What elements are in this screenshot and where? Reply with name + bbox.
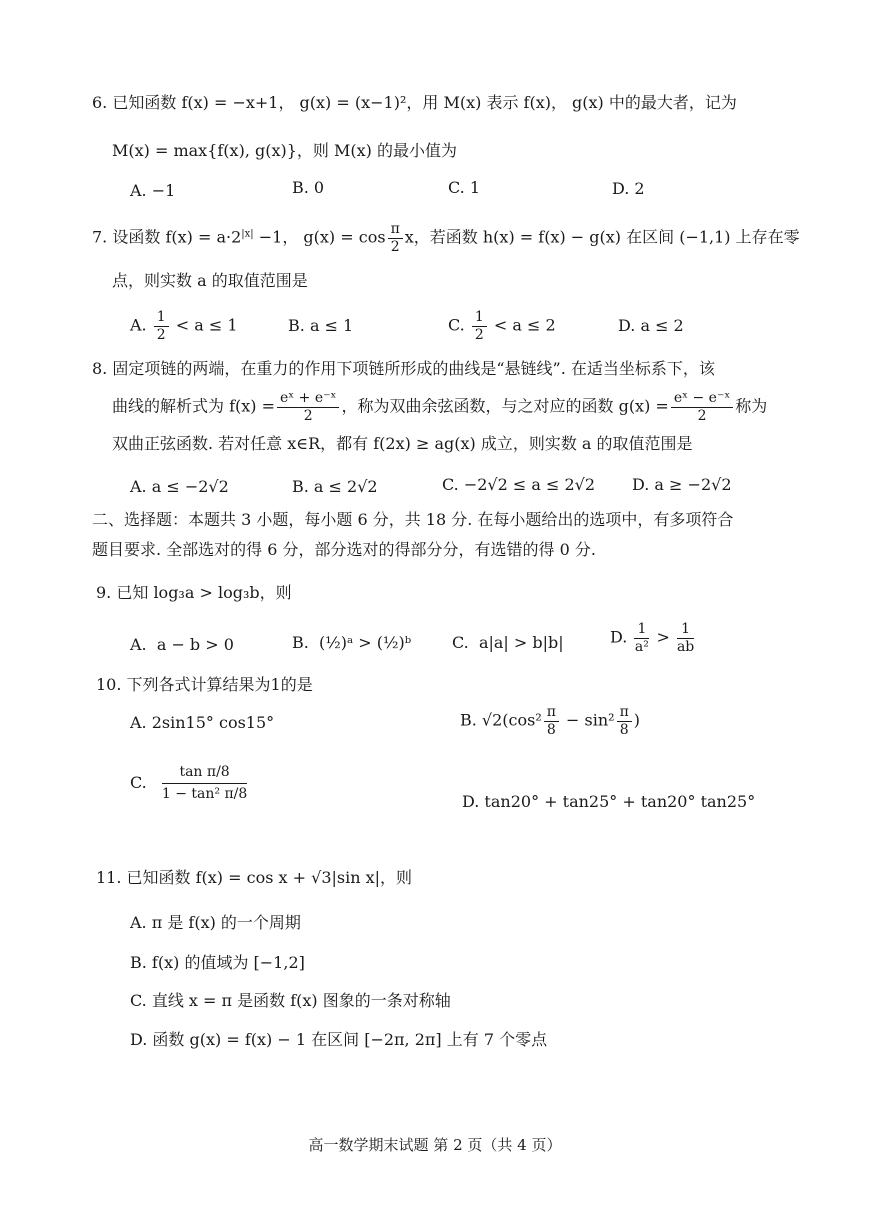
q7-stem-line2: 点，则实数 a 的取值范围是 [112, 271, 308, 290]
q8-option-c: C. −2√2 ≤ a ≤ 2√2 [442, 475, 596, 494]
q7-option-a-label: A. [130, 315, 147, 335]
q9-option-a-label: A. [130, 635, 147, 654]
q7-option-d [618, 318, 684, 334]
q7-stem-line1 [92, 222, 800, 254]
q6-stem-line2: M(x) = max{f(x), g(x)}，则 M(x) 的最小值为 [112, 141, 457, 160]
q7-option-c-fraction [472, 310, 487, 342]
q9-option-d [610, 622, 696, 654]
q9-option-d-num2: 1 [677, 622, 694, 639]
q7-option-c-label: C. [448, 315, 465, 335]
q10-option-b-num1: π [544, 705, 559, 722]
q9-option-b-text: (½)ᵃ > (½)ᵇ [319, 633, 412, 652]
q11-stem: 11. 已知函数 f(x) = cos x + √3|sin x|，则 [96, 868, 413, 887]
q7-frac-num: π [388, 222, 403, 239]
q10-option-b-post: ) [633, 710, 641, 730]
q10-option-b-frac2 [617, 705, 632, 737]
q7-option-a-fraction [154, 310, 169, 342]
q10-option-d: D. tan20° + tan25° + tan20° tan25° [462, 792, 756, 811]
q8-f-den: 2 [303, 407, 313, 424]
q8-option-d: D. a ≥ −2√2 [632, 475, 732, 494]
q10-option-a: A. 2sin15° cos15° [130, 713, 275, 732]
q11-option-b: B. f(x) 的值域为 [−1,2] [130, 953, 305, 972]
q6-option-b: B. 0 [292, 178, 325, 197]
q10-option-b-mid: − sin² [560, 710, 615, 730]
q8-stem-line3: 双曲正弦函数. 若对任意 x∈R，都有 f(2x) ≥ ag(x) 成立，则实数 a 的取值范围是 [112, 434, 693, 453]
q10-option-c-num: tan π/8 [162, 765, 247, 784]
q9-option-a [130, 637, 234, 653]
section2-instructions-line2: 题目要求. 全部选对的得 6 分，部分选对的得部分分，有选错的得 0 分. [92, 540, 596, 559]
q6-stem-line1: 6. 已知函数 f(x) = −x+1， g(x) = (x−1)²，用 M(x) 表示 f(x)， g(x) 中的最大者，记为 [92, 93, 737, 112]
q10-option-b-den2: 8 [619, 721, 629, 738]
q10-option-b-pre: B. √2(cos² [460, 710, 542, 730]
q9-option-d-gt: > [656, 627, 670, 647]
q7-option-c-num: 1 [472, 310, 487, 327]
q11-option-c: C. 直线 x = π 是函数 f(x) 图象的一条对称轴 [130, 991, 451, 1010]
q10-option-c-den: 1 − tan² π/8 [161, 785, 248, 802]
q7-option-c-den: 2 [474, 326, 484, 343]
q7-option-a [130, 310, 238, 342]
q8-option-b: B. a ≤ 2√2 [292, 477, 378, 496]
q9-option-d-num1: 1 [634, 622, 649, 639]
q7-stem-pre: 7. 设函数 f(x) = a·2 [92, 227, 242, 247]
q7-stem-fraction [388, 222, 403, 254]
q8-f-num: eˣ + e⁻ˣ [277, 391, 339, 408]
section2-instructions-line1: 二、选择题：本题共 3 小题，每小题 6 分，共 18 分. 在每小题给出的选项中，有多项符合 [92, 510, 734, 529]
q9-option-d-frac2 [677, 622, 694, 654]
q9-option-d-frac1 [634, 622, 649, 654]
q8-g-fraction [671, 391, 733, 423]
q9-option-b-label: B. [292, 633, 309, 652]
q9-option-a-text: a − b > 0 [156, 635, 234, 654]
q10-option-c-fraction [162, 765, 247, 801]
q6-option-a: A. −1 [130, 181, 176, 200]
q7-option-b-text: a ≤ 1 [309, 316, 354, 335]
q8-option-a: A. a ≤ −2√2 [130, 477, 229, 496]
q7-option-c-rest: < a ≤ 2 [493, 315, 556, 335]
q9-option-c-label: C. [452, 633, 469, 652]
q10-option-c-label: C. [130, 773, 147, 793]
q8-stem-line2 [112, 391, 767, 423]
q8-f-fraction [277, 391, 339, 423]
q10-option-b-num2: π [617, 705, 632, 722]
q7-option-a-den: 2 [156, 326, 166, 343]
q6-option-c: C. 1 [448, 178, 481, 197]
q9-stem: 9. 已知 log₃a > log₃b，则 [96, 583, 292, 602]
q10-stem: 10. 下列各式计算结果为1的是 [96, 675, 313, 694]
page-footer: 高一数学期末试题 第 2 页（共 4 页） [308, 1136, 562, 1154]
q9-option-c [452, 635, 564, 651]
q7-option-c [448, 310, 556, 342]
q8-line2-pre: 曲线的解析式为 f(x) = [112, 396, 276, 416]
q9-option-d-den2: ab [676, 638, 695, 655]
q6-option-d: D. 2 [612, 179, 645, 198]
q7-stem-mid: −1， g(x) = cos [253, 227, 386, 247]
q7-option-d-label: D. [618, 316, 636, 335]
q9-option-d-label: D. [610, 627, 628, 647]
q7-option-b-label: B. [288, 316, 305, 335]
q8-stem-line1: 8. 固定项链的两端，在重力的作用下项链所形成的曲线是“悬链线”. 在适当坐标系下，该 [92, 359, 715, 378]
q8-g-num: eˣ − e⁻ˣ [671, 391, 733, 408]
q8-line2-mid: ，称为双曲余弦函数，与之对应的函数 g(x) = [341, 396, 669, 416]
q9-option-d-den1: a² [634, 638, 649, 655]
q11-option-d: D. 函数 g(x) = f(x) − 1 在区间 [−2π, 2π] 上有 7 个零点 [130, 1030, 548, 1049]
q9-option-b [292, 635, 411, 651]
q11-option-a: A. π 是 f(x) 的一个周期 [130, 913, 301, 932]
q7-option-a-num: 1 [154, 310, 169, 327]
q7-option-d-text: a ≤ 2 [640, 316, 684, 335]
q7-option-b [288, 318, 353, 334]
q10-option-b-den1: 8 [546, 721, 556, 738]
q8-line2-post: 称为 [735, 396, 768, 416]
q8-g-den: 2 [697, 407, 707, 424]
q7-option-a-rest: < a ≤ 1 [175, 315, 238, 335]
q7-stem-sup: |x| [241, 228, 254, 240]
q10-option-b [460, 705, 640, 737]
q10-option-b-frac1 [544, 705, 559, 737]
q10-option-c [130, 765, 249, 801]
q9-option-c-text: a|a| > b|b| [478, 633, 564, 652]
q7-stem-post: x，若函数 h(x) = f(x) − g(x) 在区间 (−1,1) 上存在零 [404, 227, 800, 247]
q7-frac-den: 2 [390, 238, 400, 255]
